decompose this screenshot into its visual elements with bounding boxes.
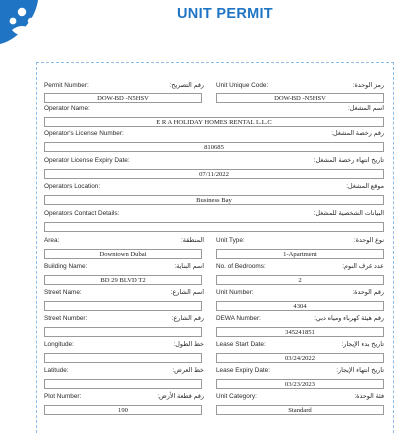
operator-license-number-label: Operator's License Number: xyxy=(44,130,124,137)
operator-name-field: E R A HOLIDAY HOMES RENTAL L.L.C xyxy=(44,117,384,127)
street-number-label-ar: رقم الشارع: xyxy=(171,315,204,322)
bedrooms-label-ar: عدد غرف النوم: xyxy=(342,263,384,270)
lease-expiry-date-label: Lease Expiry Date: xyxy=(216,367,270,374)
bedrooms-field: 2 xyxy=(216,275,384,285)
latitude-field xyxy=(44,379,202,389)
street-number-field xyxy=(44,327,202,337)
plot-number-field: 190 xyxy=(44,405,202,415)
operator-name-label: Operator Name: xyxy=(44,105,90,112)
building-name-field: BD 29 BLVD T2 xyxy=(44,275,202,285)
plot-number-label: Plot Number: xyxy=(44,393,82,400)
operator-license-expiry-label: Operator License Expiry Date: xyxy=(44,157,130,164)
unit-category-field: Standard xyxy=(216,405,384,415)
unit-type-label: Unit Type: xyxy=(216,237,245,244)
unit-number-field: 4304 xyxy=(216,301,384,311)
unit-number-label: Unit Number: xyxy=(216,289,254,296)
building-name-label-ar: اسم البناية: xyxy=(174,263,204,270)
unit-category-label: Unit Category: xyxy=(216,393,257,400)
street-number-label: Street Number: xyxy=(44,315,88,322)
bedrooms-label: No. of Bedrooms: xyxy=(216,263,266,270)
building-name-label: Building Name: xyxy=(44,263,88,270)
operators-contact-label: Operators Contact Details: xyxy=(44,210,120,217)
operator-license-expiry-field: 07/11/2022 xyxy=(44,169,384,179)
operators-contact-field xyxy=(44,222,384,232)
lease-start-date-field: 03/24/2022 xyxy=(216,353,384,363)
unit-number-label-ar: رقم الوحدة: xyxy=(352,289,384,296)
unit-unique-code-field: DOW-BD -N5HSV xyxy=(216,93,384,103)
area-field: Downtown Dubai xyxy=(44,249,202,259)
dewa-number-label-ar: رقم هيئة كهرباء ومياه دبي: xyxy=(314,315,384,322)
operator-name-label-ar: اسم المشغل: xyxy=(348,105,384,112)
street-name-label: Street Name: xyxy=(44,289,82,296)
unit-type-label-ar: نوع الوحدة: xyxy=(353,237,384,244)
unit-unique-code-label-ar: رمز الوحدة: xyxy=(352,82,384,89)
permit-number-label-ar: رقم التصريح: xyxy=(169,82,204,89)
longitude-field xyxy=(44,353,202,363)
operators-location-field: Business Bay xyxy=(44,195,384,205)
area-label-ar: المنطقة: xyxy=(180,237,204,244)
unit-category-label-ar: فئة الوحدة: xyxy=(354,393,384,400)
area-label: Area: xyxy=(44,237,60,244)
street-name-field xyxy=(44,301,202,311)
street-name-label-ar: اسم الشارع: xyxy=(170,289,204,296)
plot-number-label-ar: رقم قطعة الأرض: xyxy=(157,393,204,400)
permit-number-label: Permit Number: xyxy=(44,82,89,89)
operator-license-number-field: 810685 xyxy=(44,142,384,152)
unit-unique-code-label: Unit Unique Code: xyxy=(216,82,269,89)
longitude-label-ar: خط الطول: xyxy=(173,341,204,348)
page-title: UNIT PERMIT xyxy=(177,6,273,22)
brand-logo xyxy=(0,0,60,50)
lease-start-date-label: Lease Start Date: xyxy=(216,341,266,348)
latitude-label: Latitude: xyxy=(44,367,69,374)
operators-location-label: Operators Location: xyxy=(44,183,101,190)
operator-license-expiry-label-ar: تاريخ انتهاء رخصة المشغل: xyxy=(313,157,384,164)
permit-number-field: DOW-BD -N5HSV xyxy=(44,93,202,103)
unit-type-field: 1-Apartment xyxy=(216,249,384,259)
operators-contact-label-ar: البيانات الشخصية للمشغل: xyxy=(313,210,384,217)
lease-expiry-date-field: 03/23/2023 xyxy=(216,379,384,389)
operators-location-label-ar: موقع المشغل: xyxy=(346,183,384,190)
dewa-number-field: 345241851 xyxy=(216,327,384,337)
longitude-label: Longitude: xyxy=(44,341,74,348)
lease-expiry-date-label-ar: تاريخ انتهاء الإيجار: xyxy=(336,367,384,374)
lease-start-date-label-ar: تاريخ بدء الإيجار: xyxy=(341,341,384,348)
operator-license-number-label-ar: رقم رخصة المشغل: xyxy=(331,130,384,137)
latitude-label-ar: خط العرض: xyxy=(172,367,204,374)
dewa-number-label: DEWA Number: xyxy=(216,315,261,322)
